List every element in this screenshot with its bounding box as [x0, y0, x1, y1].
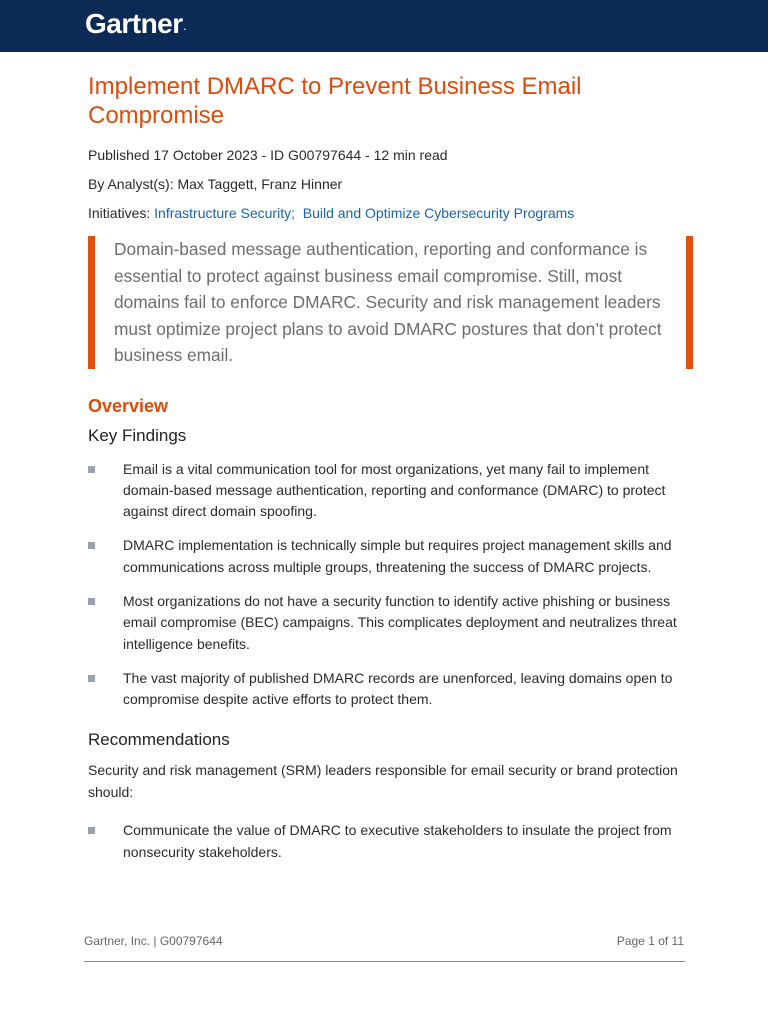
- list-item: [88, 535, 683, 578]
- analysts-line: By Analyst(s): Max Taggett, Franz Hinner: [88, 176, 343, 192]
- logo-mark: .: [183, 22, 186, 32]
- initiatives-line: [88, 204, 683, 222]
- published-line: Published 17 October 2023 - ID G00797644 - 12 min read: [88, 147, 448, 163]
- list-item: [88, 459, 683, 523]
- overview-heading: Overview: [88, 395, 169, 416]
- footer-divider: [84, 961, 685, 962]
- recommendations-heading: Recommendations: [88, 730, 230, 750]
- square-bullet-icon: [88, 466, 95, 473]
- footer-page-number: Page 1 of 11: [616, 934, 684, 948]
- square-bullet-icon: [88, 827, 95, 834]
- recommendations-intro: Security and risk management (SRM) leaders responsible for email security or brand protection should:: [88, 762, 678, 801]
- recommendation-text: Communicate the value of DMARC to executive stakeholders to insulate the project from nonsecurity stakeholders.: [123, 822, 672, 860]
- list-item: [88, 820, 683, 863]
- initiative-link-cybersecurity-programs[interactable]: Build and Optimize Cybersecurity Programs: [302, 205, 575, 221]
- document-body: [88, 52, 683, 876]
- key-findings-list: [88, 459, 683, 711]
- summary-callout: [88, 236, 683, 369]
- list-item: [88, 668, 683, 711]
- callout-left-bar: [88, 236, 95, 369]
- recommendations-list: [88, 820, 683, 863]
- footer-doc-id: Gartner, Inc. | G00797644: [84, 934, 223, 948]
- list-item: [88, 591, 683, 655]
- initiatives-label: Initiatives:: [88, 205, 155, 221]
- callout-right-bar: [686, 236, 693, 369]
- finding-text: Most organizations do not have a security function to identify active phishing or business email compromise (BEC) campaigns. This complicates deployment and neutralizes threat intelligence benefits.: [123, 592, 677, 652]
- square-bullet-icon: [88, 598, 95, 605]
- gartner-logo[interactable]: [85, 8, 186, 40]
- logo-text: Gartner: [85, 8, 183, 39]
- header-bar: [0, 0, 768, 52]
- page-title: Implement DMARC to Prevent Business Email Compromise: [88, 73, 582, 129]
- finding-text: Email is a vital communication tool for most organizations, yet many fail to implement domain-based message authentication, reporting and conformance (DMARC) to protect against direct domain spoofing.: [123, 460, 666, 520]
- square-bullet-icon: [88, 675, 95, 682]
- finding-text: The vast majority of published DMARC records are unenforced, leaving domains open to compromise despite active efforts to protect them.: [123, 669, 673, 708]
- summary-text: Domain-based message authentication, reporting and conformance is essential to protect against business email compromise. Still, most domains fail to enforce DMARC. Security and risk management leaders must optimize project plans to avoid DMARC postures that don’t protect business email.: [114, 239, 662, 365]
- initiative-link-infrastructure-security[interactable]: Infrastructure Security;: [154, 205, 295, 221]
- key-findings-heading: Key Findings: [88, 425, 187, 445]
- finding-text: DMARC implementation is technically simple but requires project management skills and communications across multiple groups, threatening the success of DMARC projects.: [123, 537, 672, 575]
- square-bullet-icon: [88, 542, 95, 549]
